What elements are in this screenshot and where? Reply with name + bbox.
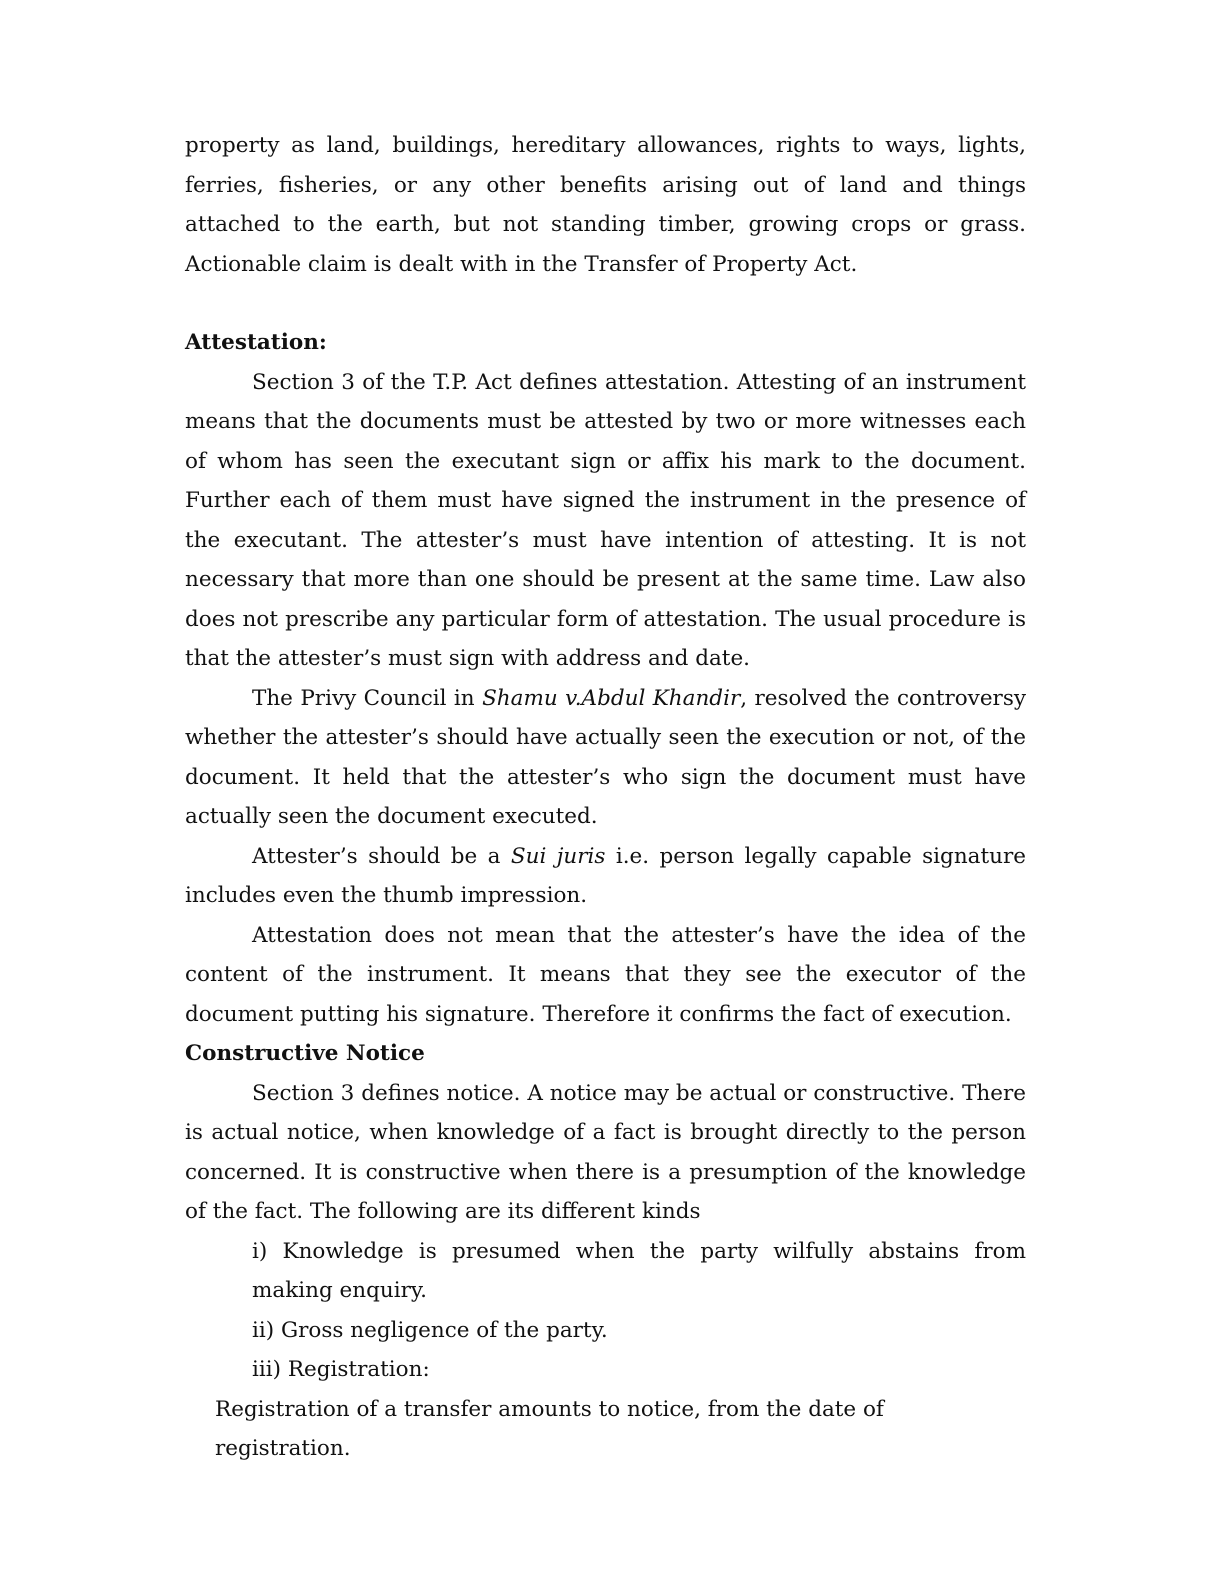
list-item: i) Knowledge is presumed when the party wilfully abstains from making enquiry. — [252, 1238, 1026, 1303]
attestation-p3-after: i.e. person legally capable signature includes even the thumb impression. — [185, 843, 1026, 908]
attestation-paragraph-3 — [185, 837, 1026, 916]
attestation-heading: Attestation: — [185, 330, 327, 355]
document-page — [185, 126, 1026, 1469]
attestation-paragraph-2 — [185, 679, 1026, 837]
attestation-p2-after: , resolved the controversy whether the attester’s should have actually seen the execution or not, of the document. It held that the attester’s who sign the document must have actually seen the document executed. — [185, 685, 1027, 829]
list-item: ii) Gross negligence of the party. — [252, 1317, 608, 1343]
attestation-p2-before: The Privy Council in — [252, 685, 483, 711]
latin-term: Sui juris — [510, 843, 606, 869]
constructive-notice-heading: Constructive Notice — [185, 1041, 425, 1066]
section-spacer — [185, 284, 1026, 323]
case-name: Shamu v.Abdul Khandir — [482, 685, 741, 711]
list-item: iii) Registration: — [252, 1357, 430, 1382]
attestation-paragraph-1: Section 3 of the T.P. Act defines attestation. Attesting of an instrument means that the documents must be attested by two or more witnesses each of whom has seen the executant sign or affix his mark to the document. Further each of them must have signed the instrument in the presence of the executant. The attester’s must have intention of attesting. It is not necessary that more than one should be present at the same time. Law also does not prescribe any particular form of attestation. The usual procedure is that the attester’s must sign with address and date. — [185, 369, 1026, 671]
attestation-p3-before: Attester’s should be a — [252, 843, 511, 869]
constructive-notice-paragraph: Section 3 defines notice. A notice may be actual or constructive. There is actual notice, when knowledge of a fact is brought directly to the person concerned. It is constructive when there is a presumption of the knowledge of the fact. The following are its different kinds — [185, 1080, 1026, 1224]
attestation-paragraph-4: Attestation does not mean that the attester’s have the idea of the content of the instrument. It means that they see the executor of the document putting his signature. Therefore it confirms the fact of execution. — [185, 922, 1026, 1027]
intro-paragraph: property as land, buildings, hereditary allowances, rights to ways, lights, ferries, fisheries, or any other benefits arising out of land and things attached to the earth, but not standing timber, growing crops or grass. Actionable claim is dealt with in the Transfer of Property Act. — [185, 133, 1026, 277]
closing-line: Registration of a transfer amounts to notice, from the date of registration. — [215, 1396, 884, 1461]
